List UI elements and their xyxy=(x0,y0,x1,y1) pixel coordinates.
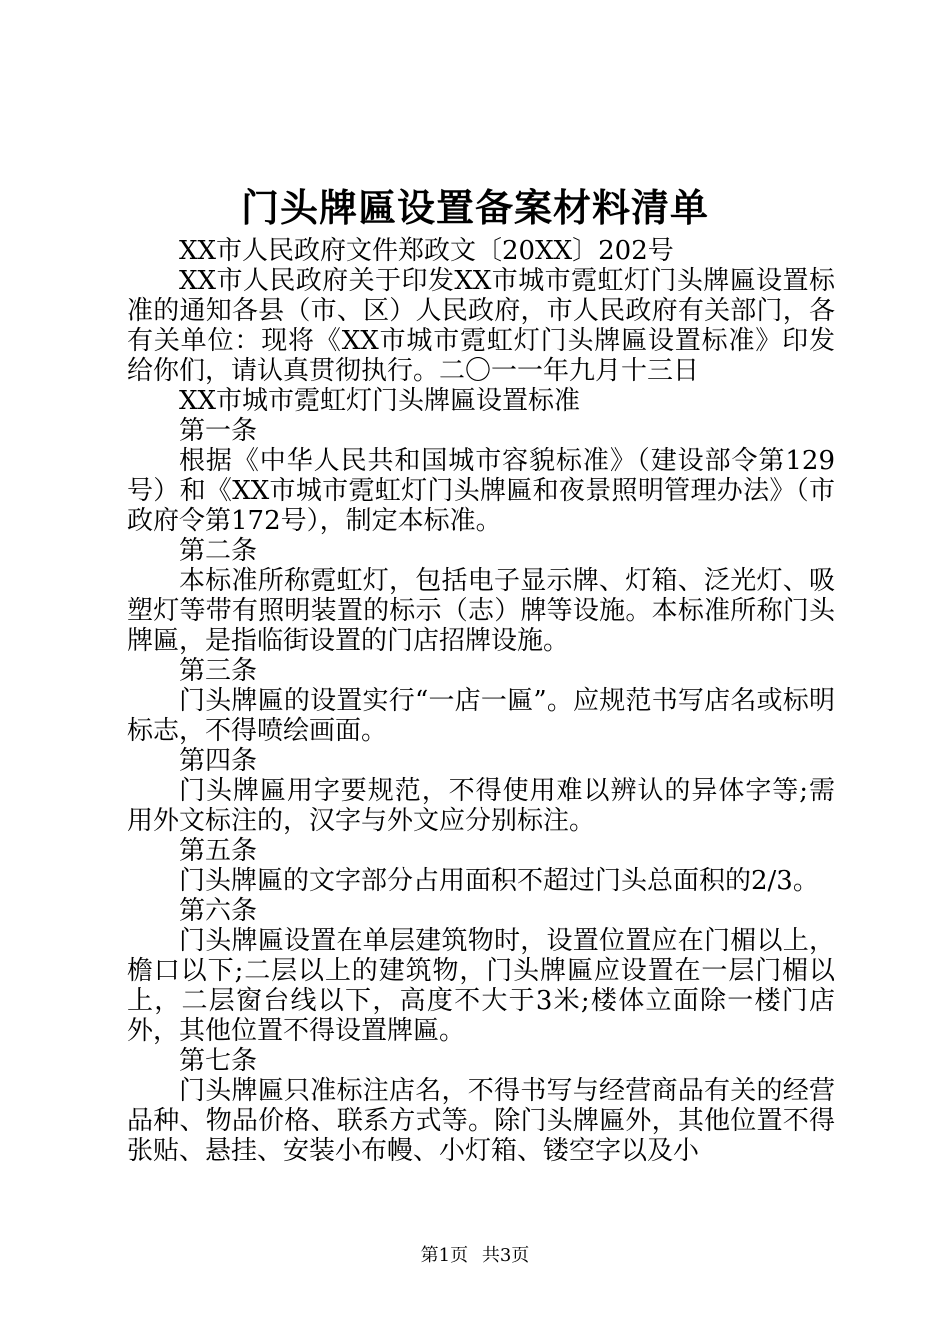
article-3-heading: 第三条 xyxy=(179,656,258,686)
page-total: 共3页 xyxy=(481,1245,530,1266)
article-1-text: 根据《中华人民共和国城市容貌标准》（建设部令第129号）和《XX市城市霓虹灯门头牌匾和夜景照明管理办法》（市政府令第172号），制定本标准。 xyxy=(127,446,835,536)
document-body xyxy=(127,236,835,1166)
document-title: 门头牌匾设置备案材料清单 xyxy=(240,185,709,230)
article-6-text: 门头牌匾设置在单层建筑物时，设置位置应在门楣以上，檐口以下;二层以上的建筑物，门头牌匾应设置在一层门楣以上，二层窗台线以下，高度不大于3米;楼体立面除一楼门店外，其他位置不得设置牌匾。 xyxy=(127,926,835,1046)
article-1-heading: 第一条 xyxy=(179,416,258,446)
article-3-text: 门头牌匾的设置实行“一店一匾”。应规范书写店名或标明标志，不得喷绘画面。 xyxy=(127,686,835,746)
article-7-text: 门头牌匾只准标注店名，不得书写与经营商品有关的经营品种、物品价格、联系方式等。除门头牌匾外，其他位置不得张贴、悬挂、安装小布幔、小灯箱、镂空字以及小 xyxy=(127,1076,835,1166)
page-footer xyxy=(0,1244,950,1268)
article-5-heading: 第五条 xyxy=(179,836,258,866)
article-4-text: 门头牌匾用字要规范，不得使用难以辨认的异体字等;需用外文标注的，汉字与外文应分别标注。 xyxy=(127,776,835,836)
article-7-heading: 第七条 xyxy=(179,1046,258,1076)
article-2-text: 本标准所称霓虹灯，包括电子显示牌、灯箱、泛光灯、吸塑灯等带有照明装置的标示（志）牌等设施。本标准所称门头牌匾，是指临街设置的门店招牌设施。 xyxy=(127,566,835,656)
page-number: 第1页 xyxy=(420,1245,469,1266)
notice-paragraph: XX市人民政府关于印发XX市城市霓虹灯门头牌匾设置标准的通知各县（市、区）人民政府，市人民政府有关部门，各有关单位：现将《XX市城市霓虹灯门头牌匾设置标准》印发给你们，请认真贯彻执行。二〇一一年九月十三日 xyxy=(127,266,835,386)
article-2-heading: 第二条 xyxy=(179,536,258,566)
article-5-text: 门头牌匾的文字部分占用面积不超过门头总面积的2/3。 xyxy=(179,866,819,896)
article-6-heading: 第六条 xyxy=(179,896,258,926)
article-4-heading: 第四条 xyxy=(179,746,258,776)
document-number: XX市人民政府文件郑政文〔20XX〕202号 xyxy=(179,236,674,266)
standard-heading: XX市城市霓虹灯门头牌匾设置标准 xyxy=(179,386,581,416)
